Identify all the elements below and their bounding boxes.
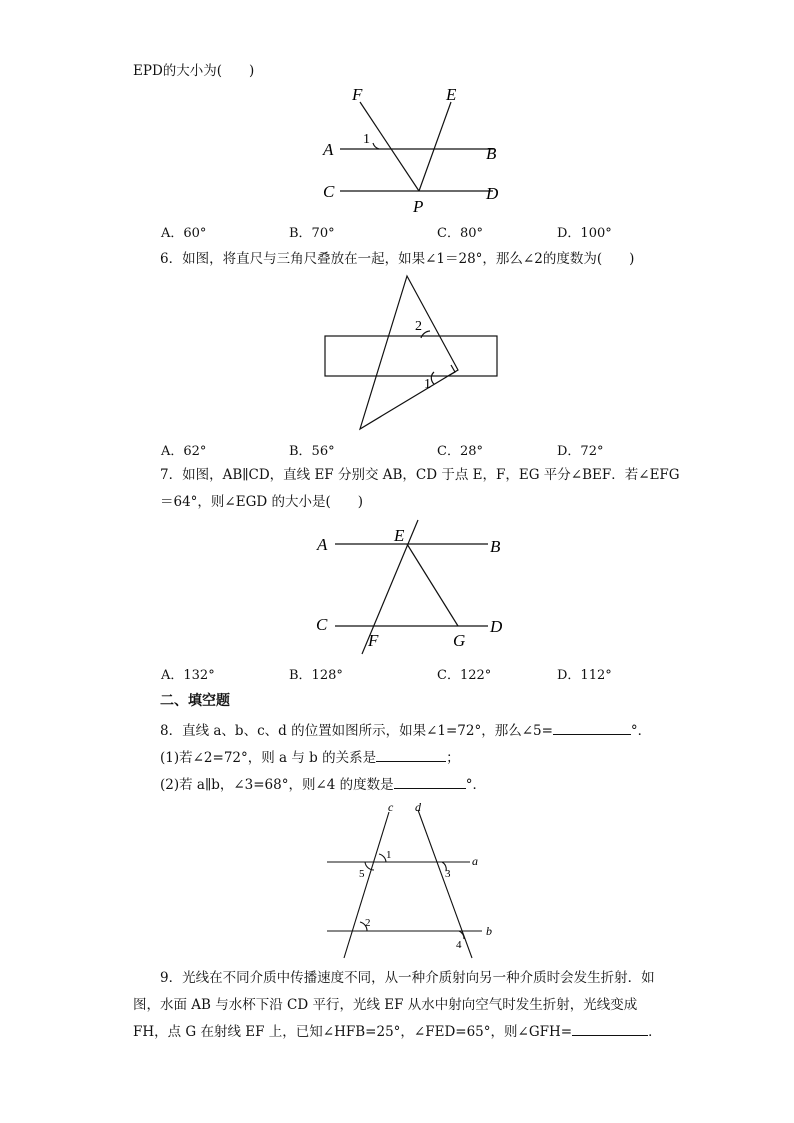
q5-option-a: A．60°	[161, 226, 207, 241]
q9-line3-end: ．	[648, 1024, 662, 1040]
q6-option-c: C．28°	[437, 444, 483, 459]
q8-label-a: a	[472, 854, 478, 868]
q5-label-F: F	[352, 85, 363, 104]
q8-sub1-text: (1)若∠2=72°，则 a 与 b 的关系是	[160, 750, 377, 766]
q6-figure	[320, 272, 505, 437]
q7-stem-line2: ＝64°，则∠EGD 的大小是( )	[160, 494, 364, 510]
q5-angle-1: 1	[363, 132, 370, 147]
q8-stem	[160, 722, 651, 740]
q9-line3	[133, 1023, 662, 1041]
q5-label-P: P	[413, 197, 424, 216]
q6-angle-2: 2	[415, 319, 422, 334]
q8-label-c: c	[388, 800, 394, 814]
q7-label-F: F	[368, 631, 379, 650]
q7-label-C: C	[316, 615, 328, 634]
q7-stem-line1: 7．如图，AB∥CD，直线 EF 分别交 AB，CD 于点 E，F，EG 平分∠BEF．若∠EFG	[160, 467, 680, 483]
q8-sub1	[160, 749, 460, 767]
q8-angle-5: 5	[359, 868, 365, 880]
q9-line2: 图，水面 AB 与水杯下沿 CD 平行，光线 EF 从水中射向空气时发生折射，光线变成	[133, 997, 638, 1013]
q9-line3-text: FH，点 G 在射线 EF 上，已知∠HFB=25°，∠FED=65°，则∠GFH=	[133, 1024, 573, 1040]
q8-sub1-blank[interactable]	[376, 749, 446, 762]
q8-angle-3: 3	[445, 868, 451, 880]
q5-figure	[315, 82, 515, 217]
q7-option-c: C．122°	[437, 668, 492, 683]
q8-sub2-unit: °．	[465, 777, 486, 793]
q5-stem-tail: EPD的大小为( )	[133, 63, 255, 79]
section-title-fill-in: 二、填空题	[160, 693, 230, 709]
q7-figure	[310, 515, 510, 655]
q5-label-D: D	[486, 184, 499, 203]
q8-angle-1: 1	[386, 849, 392, 861]
q6-angle-1: 1	[424, 377, 431, 392]
q8-angle-4: 4	[456, 939, 462, 951]
q8-stem-unit: °．	[630, 723, 652, 739]
q5-option-d: D．100°	[557, 226, 612, 241]
q8-sub2	[160, 776, 486, 794]
q6-option-d: D．72°	[557, 444, 604, 459]
q8-sub2-blank[interactable]	[394, 776, 466, 789]
q8-angle-2: 2	[365, 917, 371, 929]
q6-stem: 6．如图，将直尺与三角尺叠放在一起，如果∠1＝28°，那么∠2的度数为( )	[160, 251, 635, 267]
q6-option-b: B．56°	[289, 444, 335, 459]
q5-label-B: B	[486, 144, 497, 163]
q7-label-B: B	[490, 537, 501, 556]
q5-label-A: A	[323, 140, 334, 159]
q7-label-D: D	[490, 617, 503, 636]
q7-option-b: B．128°	[289, 668, 343, 683]
q8-label-b: b	[486, 924, 492, 938]
q7-option-d: D．112°	[557, 668, 612, 683]
q9-line1: 9．光线在不同介质中传播速度不同，从一种介质射向另一种介质时会发生折射．如	[160, 970, 655, 986]
q5-option-c: C．80°	[437, 226, 483, 241]
q8-label-d: d	[415, 800, 421, 814]
q5-label-C: C	[323, 182, 335, 201]
q8-sub1-end: ；	[446, 750, 460, 766]
q6-option-a: A．62°	[161, 444, 207, 459]
q8-answer-blank[interactable]	[553, 722, 631, 735]
q8-stem-text: 8．直线 a、b、c、d 的位置如图所示，如果∠1=72°，那么∠5=	[160, 723, 553, 739]
q8-figure	[322, 798, 507, 963]
q7-option-a: A．132°	[161, 668, 215, 683]
q7-label-E: E	[394, 526, 405, 545]
q5-option-b: B．70°	[289, 226, 335, 241]
q5-label-E: E	[446, 85, 457, 104]
q7-label-A: A	[317, 535, 328, 554]
q9-answer-blank[interactable]	[572, 1023, 648, 1036]
q8-sub2-text: (2)若 a∥b，∠3=68°，则∠4 的度数是	[160, 777, 394, 793]
q7-label-G: G	[453, 631, 466, 650]
